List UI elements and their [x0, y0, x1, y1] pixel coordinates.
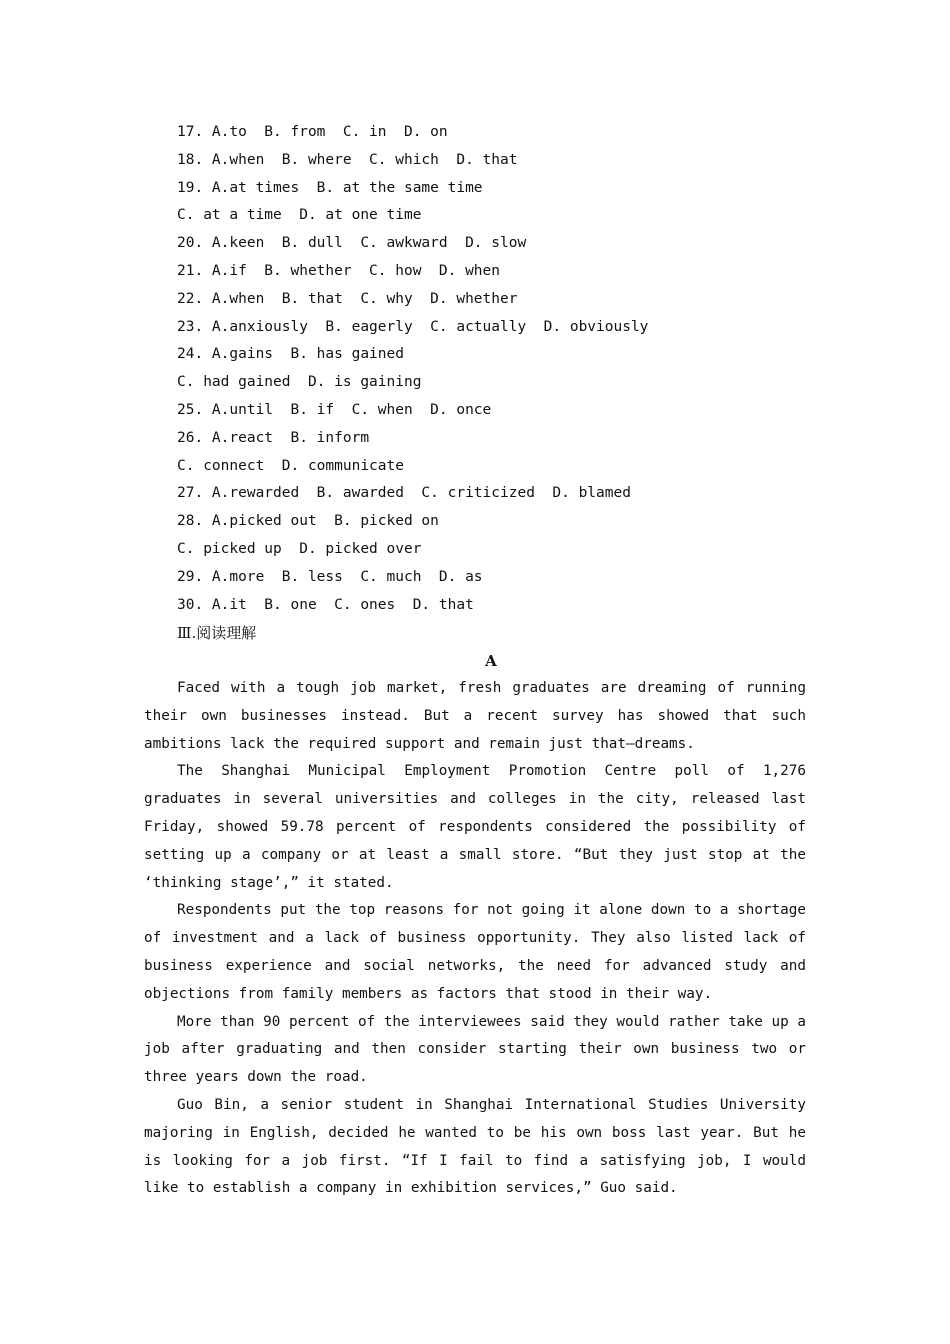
paragraph-3: Respondents put the top reasons for not going it alone down to a shortage of investment and a lack of business opportunity. They also listed lack of business experience and social networks, the need for advanced study and objections from family members as factors that stood in their way.	[144, 902, 806, 1002]
passage-label: A	[485, 652, 497, 670]
option-line-18: 18. A.when B. where C. which D. that	[177, 151, 518, 168]
paragraph-4: More than 90 percent of the interviewees said they would rather take up a job after graduating and then consider starting their own business two or three years down the road.	[144, 1013, 806, 1086]
reading-passage	[144, 675, 806, 1203]
answer-options-list	[177, 119, 817, 619]
paragraph-1: Faced with a tough job market, fresh graduates are dreaming of running their own businesses instead. But a recent survey has showed that such ambitions lack the required support and remain just that—dreams.	[144, 680, 806, 752]
option-line-29: 29. A.more B. less C. much D. as	[177, 568, 483, 585]
option-line-21: 21. A.if B. whether C. how D. when	[177, 262, 501, 279]
paragraph-5: Guo Bin, a senior student in Shanghai International Studies University majoring in English, decided he wanted to be his own boss last year. But he is looking for a job first. “If I fail to find a satisfying job, I would like to establish a company in exhibition services,” Guo said.	[144, 1096, 806, 1197]
option-line-20: 20. A.keen B. dull C. awkward D. slow	[177, 235, 527, 252]
section-title: Ⅲ.阅读理解	[177, 624, 257, 642]
option-line-24-cont: C. had gained D. is gaining	[177, 374, 422, 391]
option-line-28-cont: C. picked up D. picked over	[177, 540, 422, 557]
option-line-23: 23. A.anxiously B. eagerly C. actually D. obviously	[177, 318, 649, 335]
option-line-19: 19. A.at times B. at the same time	[177, 179, 483, 196]
option-line-26: 26. A.react B. inform	[177, 429, 370, 446]
option-line-19-cont: C. at a time D. at one time	[177, 207, 422, 224]
paragraph-2: The Shanghai Municipal Employment Promotion Centre poll of 1,276 graduates in several universities and colleges in the city, released last Friday, showed 59.78 percent of respondents considered the possibility of setting up a company or at least a small store. “But they just stop at the ‘thinking stage’,” it stated.	[144, 763, 806, 891]
option-line-25: 25. A.until B. if C. when D. once	[177, 401, 492, 418]
option-line-30: 30. A.it B. one C. ones D. that	[177, 596, 474, 613]
option-line-28: 28. A.picked out B. picked on	[177, 513, 439, 530]
option-line-27: 27. A.rewarded B. awarded C. criticized D. blamed	[177, 485, 631, 502]
option-line-22: 22. A.when B. that C. why D. whether	[177, 290, 518, 307]
option-line-17: 17. A.to B. from C. in D. on	[177, 124, 448, 140]
option-line-24: 24. A.gains B. has gained	[177, 346, 404, 363]
option-line-26-cont: C. connect D. communicate	[177, 457, 404, 474]
